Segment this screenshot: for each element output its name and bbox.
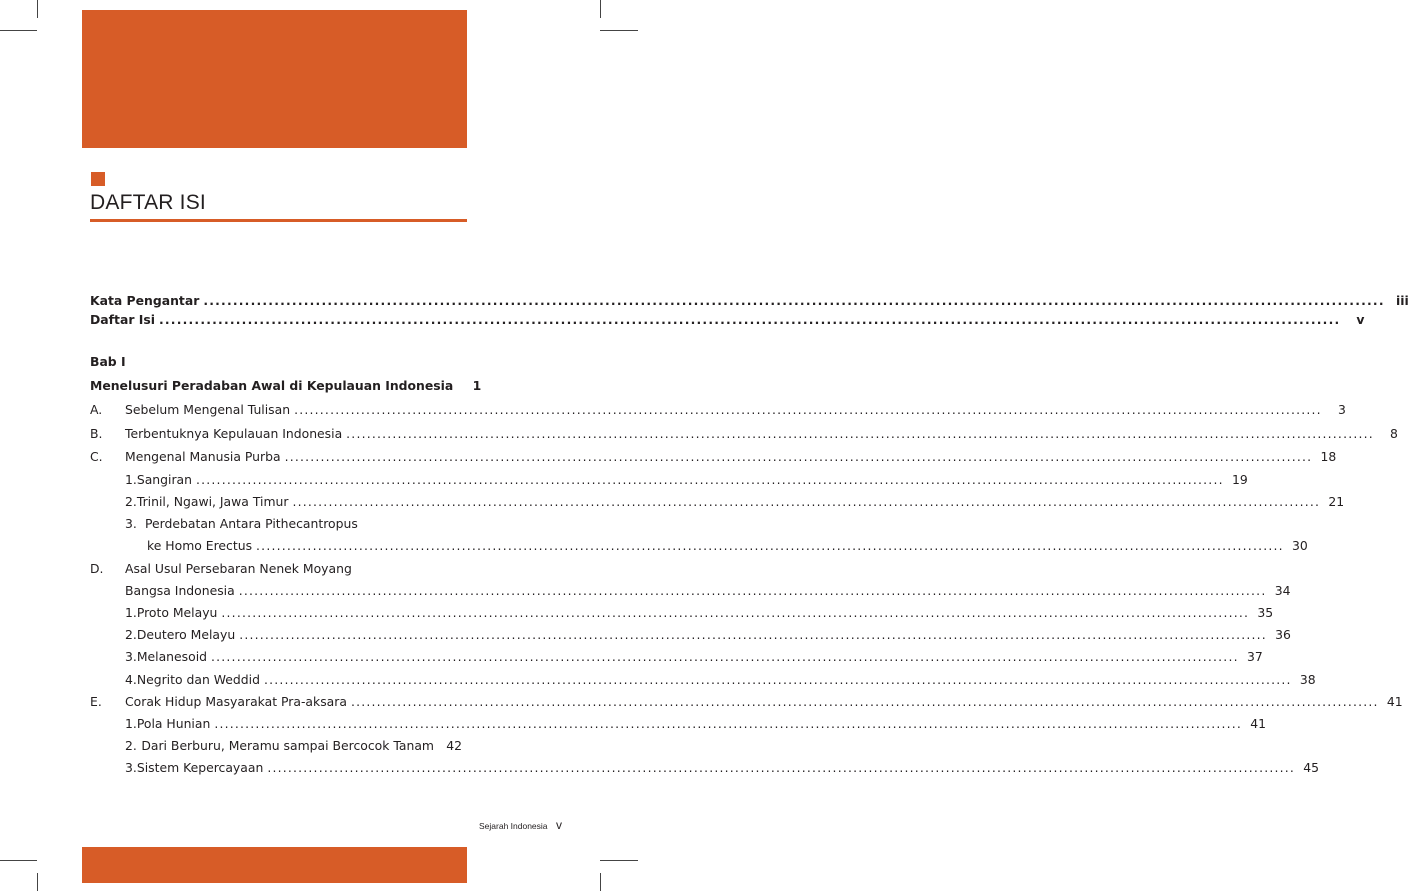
toc-entry-number: 1. [125,472,137,487]
footer-band [82,847,467,883]
toc-entry [90,494,1345,510]
toc-entry-page: 41 [1250,716,1267,731]
footer-page-number: v [556,818,562,832]
toc-entry-title: Perdebatan Antara Pithecantropus [145,516,358,531]
toc-entry-letter: C. [90,449,103,464]
toc-entry [90,516,462,532]
toc-entry-letter: A. [90,402,103,417]
toc-entry [90,694,1403,710]
toc-entry [90,760,1320,776]
toc-entry-leader: ........................................................................................................................................................................................................ [211,649,1239,664]
toc-entry-letter: D. [90,561,104,576]
toc-entry-page: 37 [1246,649,1263,664]
toc-entry-title: Menelusuri Peradaban Awal di Kepulauan Indonesia [90,378,454,393]
toc-entry [90,293,1409,309]
toc-entry [90,627,1291,643]
toc-entry [90,605,1274,621]
toc-entry-number: 3. [125,649,137,664]
toc-entry-page: 8 [1390,426,1398,441]
toc-entry-title: Mengenal Manusia Purba [125,449,281,464]
crop-mark [0,30,37,31]
toc-entry [90,538,1308,554]
toc-entry-title: Sistem Kepercayaan [136,760,264,775]
toc-entry-title: Daftar Isi [90,312,155,327]
toc-entry-page: 38 [1299,672,1316,687]
toc-entry-leader: ........................................................................................................................................................................................................ [196,472,1224,487]
toc-entry-page: 42 [446,738,462,753]
toc-entry [90,472,1248,488]
toc-entry-page: 19 [1231,472,1248,487]
toc-entry-title: Bab I [90,354,126,369]
toc-entry [90,402,1346,418]
toc-entry-page: 36 [1275,627,1291,642]
toc-entry-title: Negrito dan Weddid [136,672,260,687]
toc-entry-number: 1. [125,716,137,731]
toc-entry-leader: ........................................................................................................................................................................................................ [239,627,1267,642]
toc-entry-page: 30 [1292,538,1308,553]
crop-mark [600,0,601,18]
toc-entry-title: Sebelum Mengenal Tulisan [125,402,291,417]
toc-entry-leader: ........................................................................................................................................................................................................ [294,402,1322,417]
toc-entry-page: 35 [1257,605,1274,620]
toc-entry-page: 41 [1386,694,1403,709]
toc-entry [90,738,462,754]
toc-entry-number: 3. [125,516,137,531]
toc-entry-page: 34 [1274,583,1291,598]
toc-entry-leader: ........................................................................................................................................................................................................ [221,605,1250,620]
toc-entry-leader: ........................................................................................................................................................................................................ [267,760,1296,775]
crop-mark [600,873,601,891]
toc-entry-page: 45 [1303,760,1320,775]
toc-entry [90,312,1365,328]
toc-entry-page: 1 [472,378,482,393]
toc-entry-title: Deutero Melayu [136,627,236,642]
toc-entry [90,426,1398,442]
toc-entry-title: Sangiran [136,472,192,487]
toc-entry-letter: E. [90,694,102,709]
toc-entry-leader: ........................................................................................................................................................................................................ [238,583,1267,598]
footer-book-title: Sejarah Indonesia [479,821,548,831]
crop-mark [600,30,638,31]
toc-entry-number: 3. [125,760,137,775]
crop-mark [0,860,37,861]
crop-mark [37,873,38,891]
title-rule [90,219,467,222]
toc-entry-title: Asal Usul Persebaran Nenek Moyang [125,561,352,576]
toc-entry-title: ke Homo Erectus [147,538,253,553]
toc-entry [90,354,462,370]
toc-entry-leader: ........................................................................................................................................................................................................ [350,694,1379,709]
toc-entry-leader: ........................................................................................................................................................................................................ [346,426,1374,441]
toc-entry-page: 3 [1337,402,1346,417]
header-band [82,10,467,148]
toc-entry [90,561,462,577]
toc-entry-number: 2. [125,494,137,509]
toc-entry-number: 2. [125,627,137,642]
toc-entry [90,672,1316,688]
toc-entry-page: v [1356,312,1365,327]
toc-entry-number: 2. [125,738,137,753]
toc-entry-title: Pola Hunian [136,716,211,731]
toc-entry [90,583,1291,599]
toc-entry-leader: ........................................................................................................................................................................................................ [158,312,1341,327]
toc-entry [90,449,1337,465]
toc-entry-page: 18 [1320,449,1337,464]
toc-entry-leader: ........................................................................................................................................................................................................ [203,293,1385,308]
toc-entry-leader: ........................................................................................................................................................................................................ [292,494,1321,509]
toc-entry-leader: ........................................................................................................................................................................................................ [284,449,1313,464]
crop-mark [600,860,638,861]
toc-entry-leader: ........................................................................................................................................................................................................ [263,672,1292,687]
toc-entry-page: 21 [1328,494,1345,509]
toc-entry-title: Bangsa Indonesia [125,583,235,598]
toc-entry-page: iii [1395,293,1409,308]
toc-entry-number: 1. [125,605,137,620]
toc-entry-title: Proto Melayu [136,605,218,620]
toc-entry [90,716,1267,732]
toc-entry-title: Trinil, Ngawi, Jawa Timur [136,494,289,509]
toc-entry-leader: ........................................................................................................................................................................................................ [214,716,1243,731]
toc-entry-title: Melanesoid [136,649,207,664]
toc-entry-letter: B. [90,426,103,441]
toc-entry-title: Corak Hidup Masyarakat Pra-aksara [125,694,347,709]
toc-entry [90,378,482,394]
toc-entry-title: Kata Pengantar [90,293,200,308]
toc-entry-number: 4. [125,672,137,687]
page-title: DAFTAR ISI [90,191,206,214]
toc-entry-title: Terbentuknya Kepulauan Indonesia [125,426,343,441]
toc-entry-leader: ........................................................................................................................................................................................................ [256,538,1284,553]
crop-mark [37,0,38,18]
toc-entry-title: Dari Berburu, Meramu sampai Bercocok Tanam [141,738,434,753]
toc-entry [90,649,1263,665]
title-marker [91,172,105,186]
